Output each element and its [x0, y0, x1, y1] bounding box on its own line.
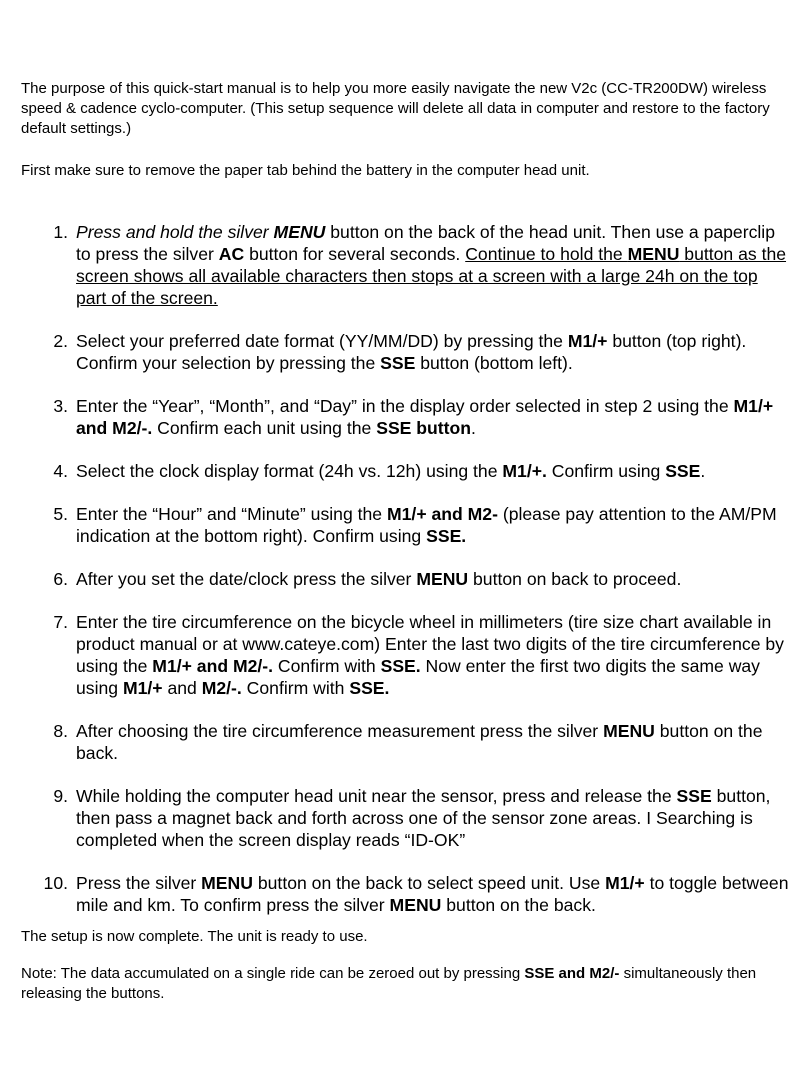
setup-steps-list	[0, 221, 808, 937]
step-key: SSE.	[426, 526, 467, 546]
step-text: button on the back to select speed unit. Use	[252, 873, 606, 893]
step-text: Confirm using	[546, 461, 666, 481]
step-text: button (bottom left).	[415, 353, 573, 373]
step-key: MENU	[603, 721, 655, 741]
step-text: Confirm with	[273, 656, 381, 676]
step-text: .	[700, 461, 706, 481]
step-text: (please pay attention to the AM/PM indication at the bottom right). Confirm using	[76, 504, 777, 546]
step-number: 4.	[53, 461, 68, 481]
step-5	[0, 503, 808, 547]
step-number: 2.	[53, 331, 68, 351]
step-key: SSE	[380, 353, 416, 373]
step-text: and	[162, 678, 202, 698]
step-key: MENU	[416, 569, 469, 589]
step-key: SSE	[665, 461, 701, 481]
step-text: Confirm with	[241, 678, 350, 698]
step-text: .	[471, 418, 476, 438]
step-number: 10.	[43, 873, 68, 893]
step-number: 7.	[53, 612, 68, 632]
battery-note: First make sure to remove the paper tab behind the battery in the computer head unit.	[21, 162, 590, 179]
step-7	[0, 611, 808, 699]
step-text: Enter the tire circumference on the bicycle wheel in millimeters (tire size chart available in product manual or at www.cateye.com) Enter the last two digits of the tire circumference by using the	[76, 612, 784, 676]
step-key: MENU	[627, 244, 680, 264]
step-2	[0, 330, 808, 374]
step-number: 8.	[53, 721, 68, 741]
step-key: M1/+	[605, 873, 645, 893]
step-text: Continue to hold the	[465, 244, 628, 264]
step-key: M2/-.	[201, 678, 242, 698]
step-8	[0, 720, 808, 764]
step-6	[0, 568, 808, 590]
note-key: SSE and M2/-	[524, 965, 620, 982]
step-text: button on the back of the head unit. Then use a paperclip to press the silver	[76, 222, 775, 264]
step-9	[0, 785, 808, 851]
intro-paragraph: The purpose of this quick-start manual is to help you more easily navigate the new V2c (CC-TR200DW) wireless speed & cadence cyclo-computer. (This setup sequence will delete all data in computer and restore to the factory default settings.)	[21, 80, 770, 137]
step-key: M1/+ and M2-	[386, 504, 498, 524]
step-text: Enter the “Year”, “Month”, and “Day” in the display order selected in step 2 using the	[76, 396, 734, 416]
note-text: Note: The data accumulated on a single ride can be zeroed out by pressing	[21, 965, 525, 982]
step-key: SSE	[676, 786, 712, 806]
step-key: M1/+.	[502, 461, 547, 481]
step-text: Now enter the first two digits the same way using	[76, 656, 760, 698]
step-text: button on the back.	[441, 895, 596, 915]
step-text: button as the screen shows all available characters then stops at a screen with a large 24h on the top part of the screen.	[76, 244, 787, 308]
step-text: After you set the date/clock press the silver	[76, 569, 417, 589]
step-text: After choosing the tire circumference measurement press the silver	[76, 721, 604, 741]
step-text: button on back to proceed.	[468, 569, 682, 589]
note-text: simultaneously then releasing the buttons.	[21, 965, 757, 1002]
step-number: 1.	[53, 222, 68, 242]
step-key: AC	[218, 244, 245, 264]
step-text: button for several seconds.	[244, 244, 466, 264]
step-4	[0, 460, 808, 482]
step-key: SSE.	[380, 656, 421, 676]
step-text: Select your preferred date format (YY/MM/DD) by pressing the	[76, 331, 568, 351]
step-text: button (top right). Confirm your selection by pressing the	[76, 331, 747, 373]
step-number: 9.	[53, 786, 68, 806]
step-key: SSE.	[349, 678, 390, 698]
step-number: 6.	[53, 569, 68, 589]
step-number: 5.	[53, 504, 68, 524]
step-text: Select the clock display format (24h vs. 12h) using the	[76, 461, 503, 481]
step-text: Enter the “Hour” and “Minute” using the	[76, 504, 387, 524]
step-text: Press and hold the silver	[76, 222, 274, 242]
step-key: M1/+	[567, 331, 608, 351]
step-text: Press the silver	[76, 873, 202, 893]
step-key: M1/+ and M2/-.	[152, 656, 274, 676]
step-text: button, then pass a magnet back and forth across one of the sensor zone areas. I Searching is completed when the screen display reads “ID-OK”	[76, 786, 771, 850]
step-key: MENU	[273, 222, 326, 242]
step-key: M1/+ and M2/-.	[76, 396, 774, 438]
step-text: Confirm each unit using the	[152, 418, 377, 438]
step-text: While holding the computer head unit near the sensor, press and release the	[76, 786, 677, 806]
step-text: to toggle between mile and km. To confirm press the silver	[76, 873, 789, 915]
step-1	[0, 221, 808, 309]
step-key: MENU	[389, 895, 442, 915]
step-key: SSE button	[376, 418, 472, 438]
step-text: button on the back.	[76, 721, 763, 763]
note-paragraph	[21, 964, 791, 1004]
completion-message: The setup is now complete. The unit is ready to use.	[21, 928, 368, 945]
step-number: 3.	[53, 396, 68, 416]
step-3	[0, 395, 808, 439]
step-key: MENU	[201, 873, 253, 893]
step-key: M1/+	[122, 678, 163, 698]
step-10	[0, 872, 808, 916]
